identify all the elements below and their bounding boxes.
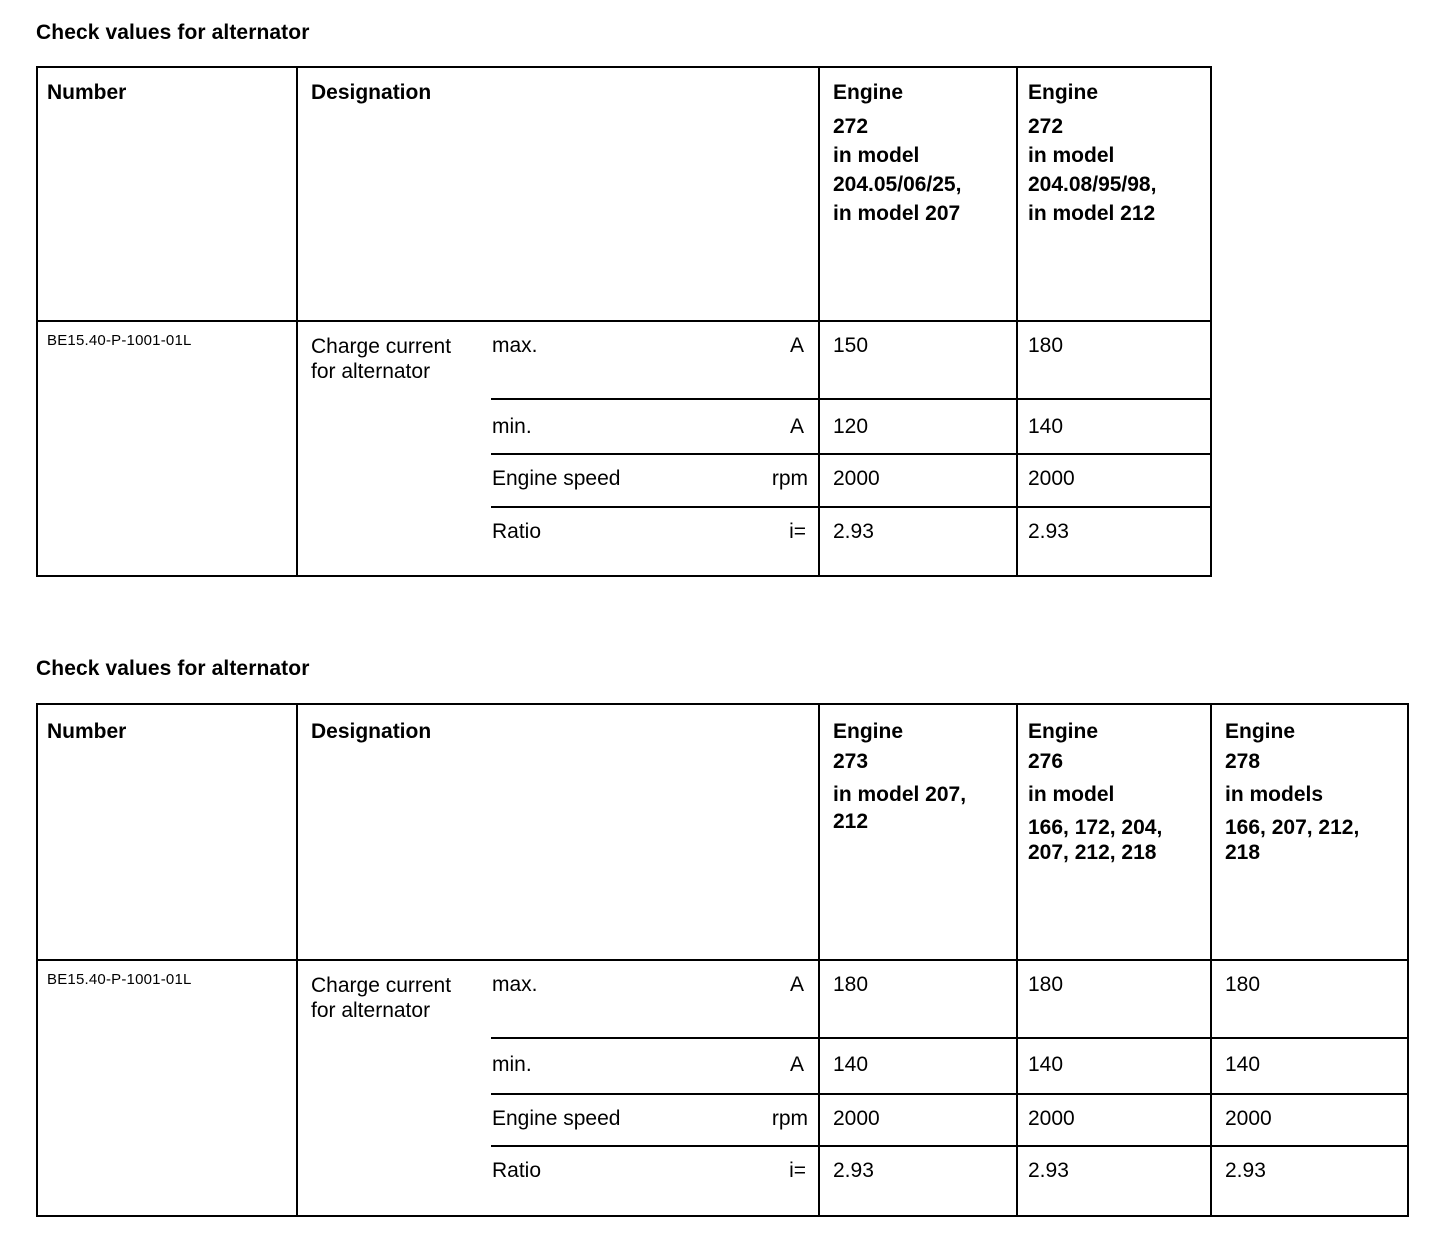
table1-number: BE15.40-P-1001-01L — [47, 332, 192, 349]
engine-header-line: in model 207 — [833, 202, 961, 225]
table1-value: 140 — [1028, 415, 1064, 438]
engine-header-line: in model — [1028, 144, 1115, 167]
designation-line: for alternator — [311, 999, 431, 1022]
engine-header-line: 273 — [833, 750, 869, 773]
table1-value: 120 — [833, 415, 869, 438]
engine-header-line: 166, 172, 204, — [1028, 816, 1163, 839]
table1-divider — [491, 506, 1212, 508]
table1-value: 2000 — [1028, 467, 1075, 490]
table2-param-unit: A — [789, 1053, 804, 1076]
engine-header-line: in model — [833, 144, 920, 167]
table2-param-label: Ratio — [492, 1159, 542, 1182]
table2-value: 2.93 — [1028, 1159, 1069, 1182]
table2-param-label: min. — [492, 1053, 532, 1076]
table1-value: 150 — [833, 334, 869, 357]
table2-value: 180 — [1225, 973, 1261, 996]
engine-header-line: in model 212 — [1028, 202, 1156, 225]
table1-param-label: Engine speed — [492, 467, 621, 490]
table2-divider — [36, 959, 1409, 961]
engine-header-line: 204.05/06/25, — [833, 173, 962, 196]
designation-line: Charge current — [311, 974, 452, 997]
table2-value: 2.93 — [1225, 1159, 1266, 1182]
table2-value: 180 — [1028, 973, 1064, 996]
table1-divider — [491, 453, 1212, 455]
engine-header-line: Engine — [1028, 720, 1099, 743]
table2-divider — [491, 1145, 1409, 1147]
table2-param-unit: rpm — [771, 1107, 808, 1130]
table2-param-label: max. — [492, 973, 538, 996]
engine-header-line: Engine — [1028, 81, 1099, 104]
table2-value: 140 — [1028, 1053, 1064, 1076]
table2-designation — [311, 973, 451, 1023]
table2-header-designation: Designation — [311, 720, 432, 743]
table1-value: 2.93 — [1028, 520, 1069, 543]
table1-param-unit: rpm — [771, 467, 808, 490]
table1-header-designation: Designation — [311, 81, 432, 104]
engine-header-line: 166, 207, 212, — [1225, 816, 1360, 839]
designation-line: for alternator — [311, 360, 431, 383]
engine-header-line: 278 — [1225, 750, 1261, 773]
table2-param-label: Engine speed — [492, 1107, 621, 1130]
engine-header-line: in models — [1225, 783, 1324, 806]
table2-value: 2000 — [833, 1107, 880, 1130]
table1-param-label: Ratio — [492, 520, 542, 543]
table1-param-unit: A — [789, 334, 804, 357]
table2-divider — [491, 1037, 1409, 1039]
table1-designation — [311, 334, 451, 384]
table1-divider — [491, 398, 1212, 400]
table2-number: BE15.40-P-1001-01L — [47, 971, 192, 988]
table2-param-unit: i= — [789, 1159, 806, 1182]
table1-header-number: Number — [47, 81, 127, 104]
engine-header-line: 272 — [1028, 115, 1064, 138]
table2-value: 2000 — [1028, 1107, 1075, 1130]
designation-line: Charge current — [311, 335, 452, 358]
engine-header-line: in model 207, — [833, 783, 967, 806]
table2-value: 180 — [833, 973, 869, 996]
table2-divider — [491, 1093, 1409, 1095]
engine-header-line: Engine — [833, 720, 904, 743]
engine-header-line: 207, 212, 218 — [1028, 841, 1157, 864]
table1-value: 2000 — [833, 467, 880, 490]
table2-title: Check values for alternator — [36, 657, 310, 680]
table1-param-label: min. — [492, 415, 532, 438]
engine-header-line: 212 — [833, 810, 869, 833]
engine-header-line: 272 — [833, 115, 869, 138]
engine-header-line: Engine — [1225, 720, 1296, 743]
engine-header-line: 276 — [1028, 750, 1064, 773]
table1-param-unit: i= — [789, 520, 806, 543]
table1-value: 2.93 — [833, 520, 874, 543]
table2-value: 2.93 — [833, 1159, 874, 1182]
table2-value: 2000 — [1225, 1107, 1272, 1130]
table2-param-unit: A — [789, 973, 804, 996]
table2-header-number: Number — [47, 720, 127, 743]
table1-param-unit: A — [789, 415, 804, 438]
table1-param-label: max. — [492, 334, 538, 357]
table2-value: 140 — [833, 1053, 869, 1076]
engine-header-line: 204.08/95/98, — [1028, 173, 1157, 196]
engine-header-line: in model — [1028, 783, 1115, 806]
table1-title: Check values for alternator — [36, 21, 310, 44]
table1-value: 180 — [1028, 334, 1064, 357]
table2-value: 140 — [1225, 1053, 1261, 1076]
table1-divider — [36, 320, 1212, 322]
engine-header-line: Engine — [833, 81, 904, 104]
engine-header-line: 218 — [1225, 841, 1261, 864]
